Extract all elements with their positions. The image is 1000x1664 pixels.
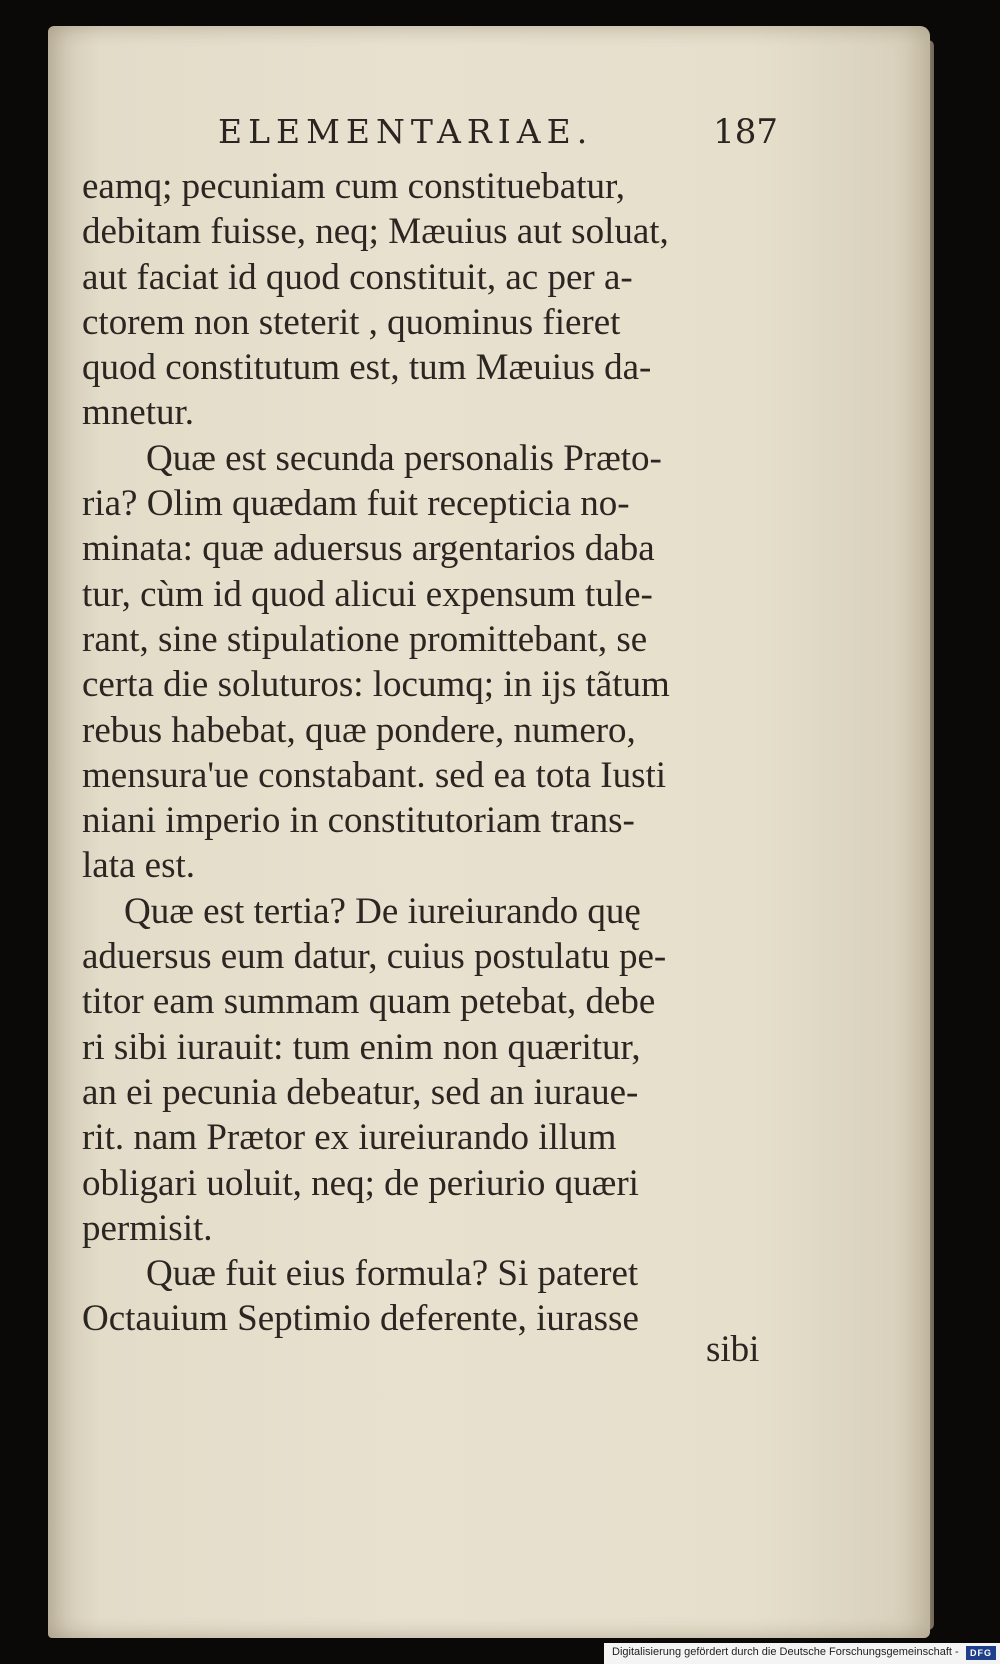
text-line: mensura'ue constabant. sed ea tota Iusti [82,754,667,796]
text-line: an ei pecunia debeatur, sed an iuraue- [82,1071,639,1113]
text-line: certa die soluturos: locumq; in ijs tãtum [82,664,670,706]
text-line: ctorem non steterit , quominus fieret [82,301,621,343]
text-line: Octauium Septimio deferente, iurasse [82,1298,639,1340]
dfg-logo-icon: DFG [966,1646,996,1660]
text-line: aut faciat id quod constituit, ac per a- [82,256,633,298]
text-line: aduersus eum datur, cuius postulatu pe- [82,936,667,978]
body-text [82,164,782,1342]
digitization-credit: Digitalisierung gefördert durch die Deutsche Forschungsgemeinschaft - [612,1646,959,1658]
text-line: Quæ est secunda personalis Præto- [146,437,662,479]
text-line: minata: quæ aduersus argentarios daba [82,528,655,570]
text-line: Quæ fuit eius formula? Si pateret [146,1253,639,1295]
text-line: rant, sine stipulatione promittebant, se [82,618,648,660]
text-line: permisit. [82,1207,213,1249]
text-line: ri sibi iurauit: tum enim non quæritur, [82,1026,641,1068]
text-line: ria? Olim quædam fuit recepticia no- [82,483,630,525]
running-title: ELEMENTARIAE. [218,112,594,151]
text-line: debitam fuisse, neq; Mæuius aut soluat, [82,211,669,253]
text-line: rebus habebat, quæ pondere, numero, [82,709,636,751]
page-number: 187 [713,112,778,152]
text-line: niani imperio in constitutoriam trans- [82,800,635,842]
text-line: quod constitutum est, tum Mæuius da- [82,347,652,389]
catchword: sibi [706,1329,760,1370]
text-line: rit. nam Prætor ex iureiurando illum [82,1117,617,1159]
text-line: tur, cùm id quod alicui expensum tule- [82,573,653,615]
page-header [218,112,778,160]
text-line: Quæ est tertia? De iureiurando quę [124,890,641,932]
text-line: lata est. [82,845,196,887]
text-line: eamq; pecuniam cum constituebatur, [82,166,626,207]
digitization-credit-bar [604,1643,1000,1664]
text-line: titor eam summam quam petebat, debe [82,981,656,1023]
text-line: mnetur. [82,392,195,434]
text-line: obligari uoluit, neq; de periurio quæri [82,1162,639,1204]
